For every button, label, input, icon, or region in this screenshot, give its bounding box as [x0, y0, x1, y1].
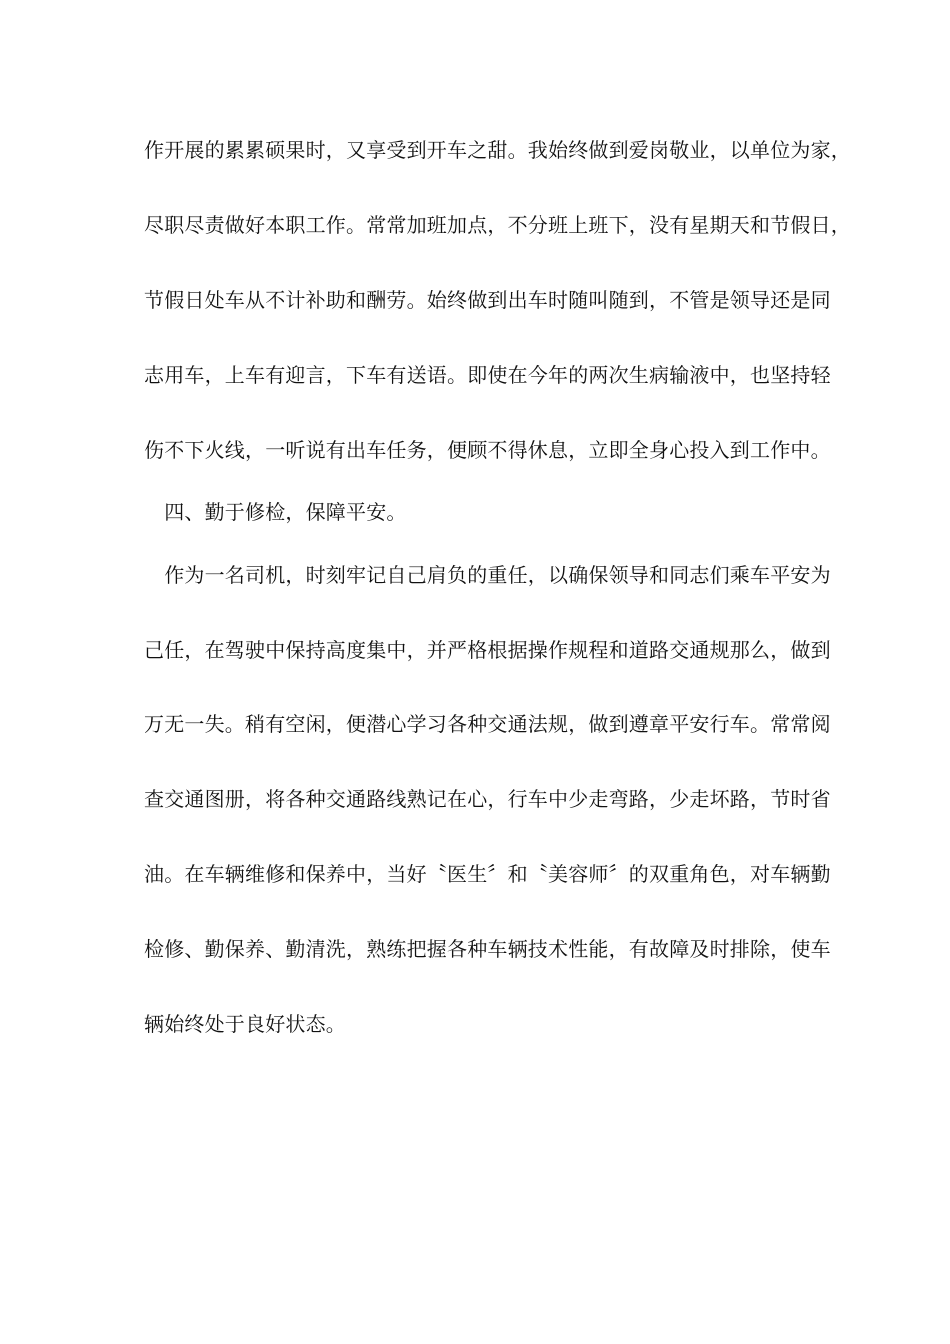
text-line: 查交通图册，将各种交通路线熟记在心，行车中少走弯路，少走坏路，节时省: [144, 787, 831, 811]
text-line: 作为一名司机，时刻牢记自己肩负的重任，以确保领导和同志们乘车平安为: [144, 563, 831, 587]
text-line: 辆始终处于良好状态。: [144, 1012, 346, 1036]
text-line: 己任，在驾驶中保持高度集中，并严格根据操作规程和道路交通规那么，做到: [144, 638, 831, 662]
text-line: 节假日处车从不计补助和酬劳。始终做到出车时随叫随到，不管是领导还是同: [144, 288, 831, 312]
text-line: 检修、勤保养、勤清洗，熟练把握各种车辆技术性能，有故障及时排除，使车: [144, 937, 831, 961]
text-line: 伤不下火线，一听说有出车任务，便顾不得休息，立即全身心投入到工作中。: [144, 438, 831, 462]
text-line: 作开展的累累硕果时，又享受到开车之甜。我始终做到爱岗敬业，以单位为家，: [144, 138, 851, 162]
text-line: 油。在车辆维修和保养中，当好〝医生〞和〝美容师〞的双重角色，对车辆勤: [144, 862, 831, 886]
text-line: 志用车，上车有迎言，下车有送语。即使在今年的两次生病输液中，也坚持轻: [144, 363, 831, 387]
section-heading: 四、勤于修检，保障平安。: [144, 500, 407, 524]
text-line: 尽职尽责做好本职工作。常常加班加点，不分班上班下，没有星期天和节假日，: [144, 213, 851, 237]
text-line: 万无一失。稍有空闲，便潜心学习各种交通法规，做到遵章平安行车。常常阅: [144, 712, 831, 736]
